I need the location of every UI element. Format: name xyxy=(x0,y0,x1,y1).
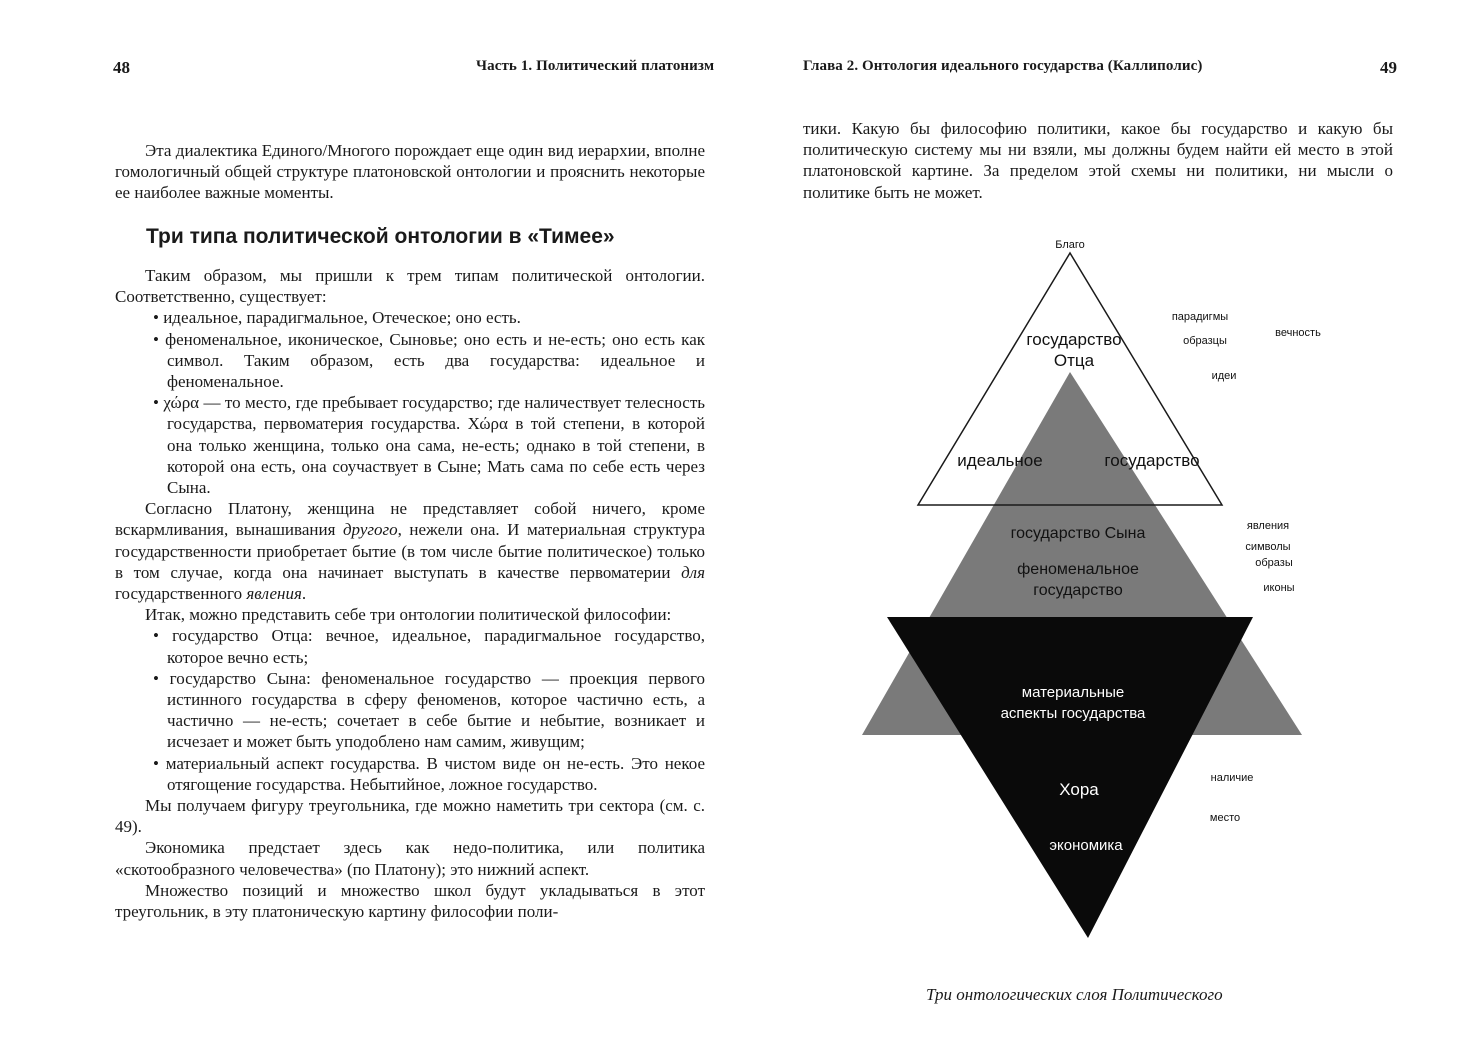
apex-label: Благо xyxy=(1055,239,1085,251)
side-label-images: образы xyxy=(1255,557,1293,569)
side-label-eternity: вечность xyxy=(1275,327,1321,339)
side-label-ideas: идеи xyxy=(1211,370,1237,382)
paragraph-3: Итак, можно представить себе три онтологии политической философии: xyxy=(145,605,672,625)
intro-text-block xyxy=(115,140,705,204)
top-label-line1: государство xyxy=(1026,330,1122,349)
figure-caption: Три онтологических слоя Политического xyxy=(926,985,1223,1004)
side-label-place: место xyxy=(1209,812,1241,824)
ideal-left-label: идеальное xyxy=(957,451,1043,470)
economy-label: экономика xyxy=(1049,837,1123,854)
para2-emphasis: для xyxy=(681,562,705,582)
running-head-left: Часть 1. Политический платонизм xyxy=(476,58,715,74)
para2-emphasis: другого xyxy=(342,520,398,540)
material-label-line1: материальные xyxy=(1021,684,1125,701)
side-label-phenomena: явления xyxy=(1246,520,1290,532)
side-label-icons: иконы xyxy=(1263,582,1295,594)
para2-emphasis: явления xyxy=(246,584,302,604)
khora-label: Хора xyxy=(1059,780,1099,799)
bullet-item: • государство Отца: вечное, идеальное, парадигмальное государство, которое вечно есть; xyxy=(153,626,705,667)
paragraph-5: Экономика предстает здесь как недо-политика, или политика «скотообразного человечества» (по Платону); это нижний аспект. xyxy=(115,838,705,879)
bullet-item: • χώρα — то место, где пребывает государство; где наличествует телесность государства, первоматерия государства. Χώρα в той степени, в которой она только женщина, только она сама, не-есть; однако в той степени, в которой она есть, она соучаствует в Сыне; Мать сама по себе есть через Сына. xyxy=(153,393,705,498)
paragraph-6: Множество позиций и множество школ будут укладываться в этот треугольник, в эту платоническую картину философии поли- xyxy=(115,880,705,922)
side-label-patterns: образцы xyxy=(1183,335,1227,347)
ideal-right-label: государство xyxy=(1104,451,1200,470)
material-label-line2: аспекты государства xyxy=(1000,705,1146,722)
left-page xyxy=(0,0,736,1045)
para2-part: Согласно Платону, женщина не представляет собой ничего, кроме вскармливания, вынашивания xyxy=(115,499,705,540)
bullet-item: • государство Сына: феноменальное государство — проекция первого истинного государства в сферу феноменов, которое частично есть, а частично — не-есть; сочетает в себе бытие и небытие, возникает и исчезает и может быть уподоблено нам самим, живущим; xyxy=(153,668,705,752)
paragraph-1: Таким образом, мы пришли к трем типам политической онтологии. Соответственно, существует: xyxy=(115,266,705,307)
page-number-right: 49 xyxy=(1380,58,1397,77)
page-number-left: 48 xyxy=(113,58,130,77)
bottom-inverted-triangle xyxy=(887,617,1253,938)
paragraph-2 xyxy=(115,498,705,604)
intro-paragraph: Эта диалектика Единого/Многого порождает еще один вид иерархии, вполне гомологичный общей структуре платоновской онтологии и прояснить некоторые ее наиболее важные моменты. xyxy=(115,141,705,203)
right-top-paragraph: тики. Какую бы философию политики, какое бы государство и какую бы политическую систему мы ни взяли, мы должны будем найти ей место в этой платоновской картине. За пределом этой схемы ни политики, ни мысли о политике быть не может. xyxy=(803,119,1393,202)
bullet-item: • материальный аспект государства. В чистом виде он не-есть. Это некое отягощение государства. Небытийное, ложное государство. xyxy=(153,753,705,794)
side-label-presence: наличие xyxy=(1210,772,1254,784)
running-head-right: Глава 2. Онтология идеального государства (Каллиполис) xyxy=(803,58,1203,74)
right-page xyxy=(736,0,1473,1045)
bullet-item: • идеальное, парадигмальное, Отеческое; оно есть. xyxy=(153,308,521,328)
son-state-label: государство Сына xyxy=(1010,525,1146,542)
top-label-line2: Отца xyxy=(1053,351,1095,370)
section-title: Три типа политической онтологии в «Тимее» xyxy=(146,225,615,248)
paragraph-4: Мы получаем фигуру треугольника, где можно наметить три сектора (см. с. 49). xyxy=(115,796,705,837)
para2-part: , нежели она. И материальная структура государственности приобретает бытие (в том числе бытие политическое) только в том случае, когда она начинает выступать в качестве первоматерии xyxy=(115,520,705,582)
phenomenal-label-line1: феноменальное xyxy=(1017,561,1139,578)
para2-part: государственного xyxy=(115,584,247,604)
main-text-block xyxy=(115,265,705,922)
bullet-item: • феноменальное, иконическое, Сыновье; оно есть и не-есть; оно есть как символ. Таким образом, есть два государства: идеальное и феноменальное. xyxy=(153,329,705,392)
side-label-symbols: символы xyxy=(1245,541,1291,553)
ontology-pyramid-diagram xyxy=(736,0,1473,1045)
phenomenal-label-line2: государство xyxy=(1033,582,1123,599)
side-label-paradigms: парадигмы xyxy=(1171,311,1229,323)
para2-part: . xyxy=(301,584,307,604)
